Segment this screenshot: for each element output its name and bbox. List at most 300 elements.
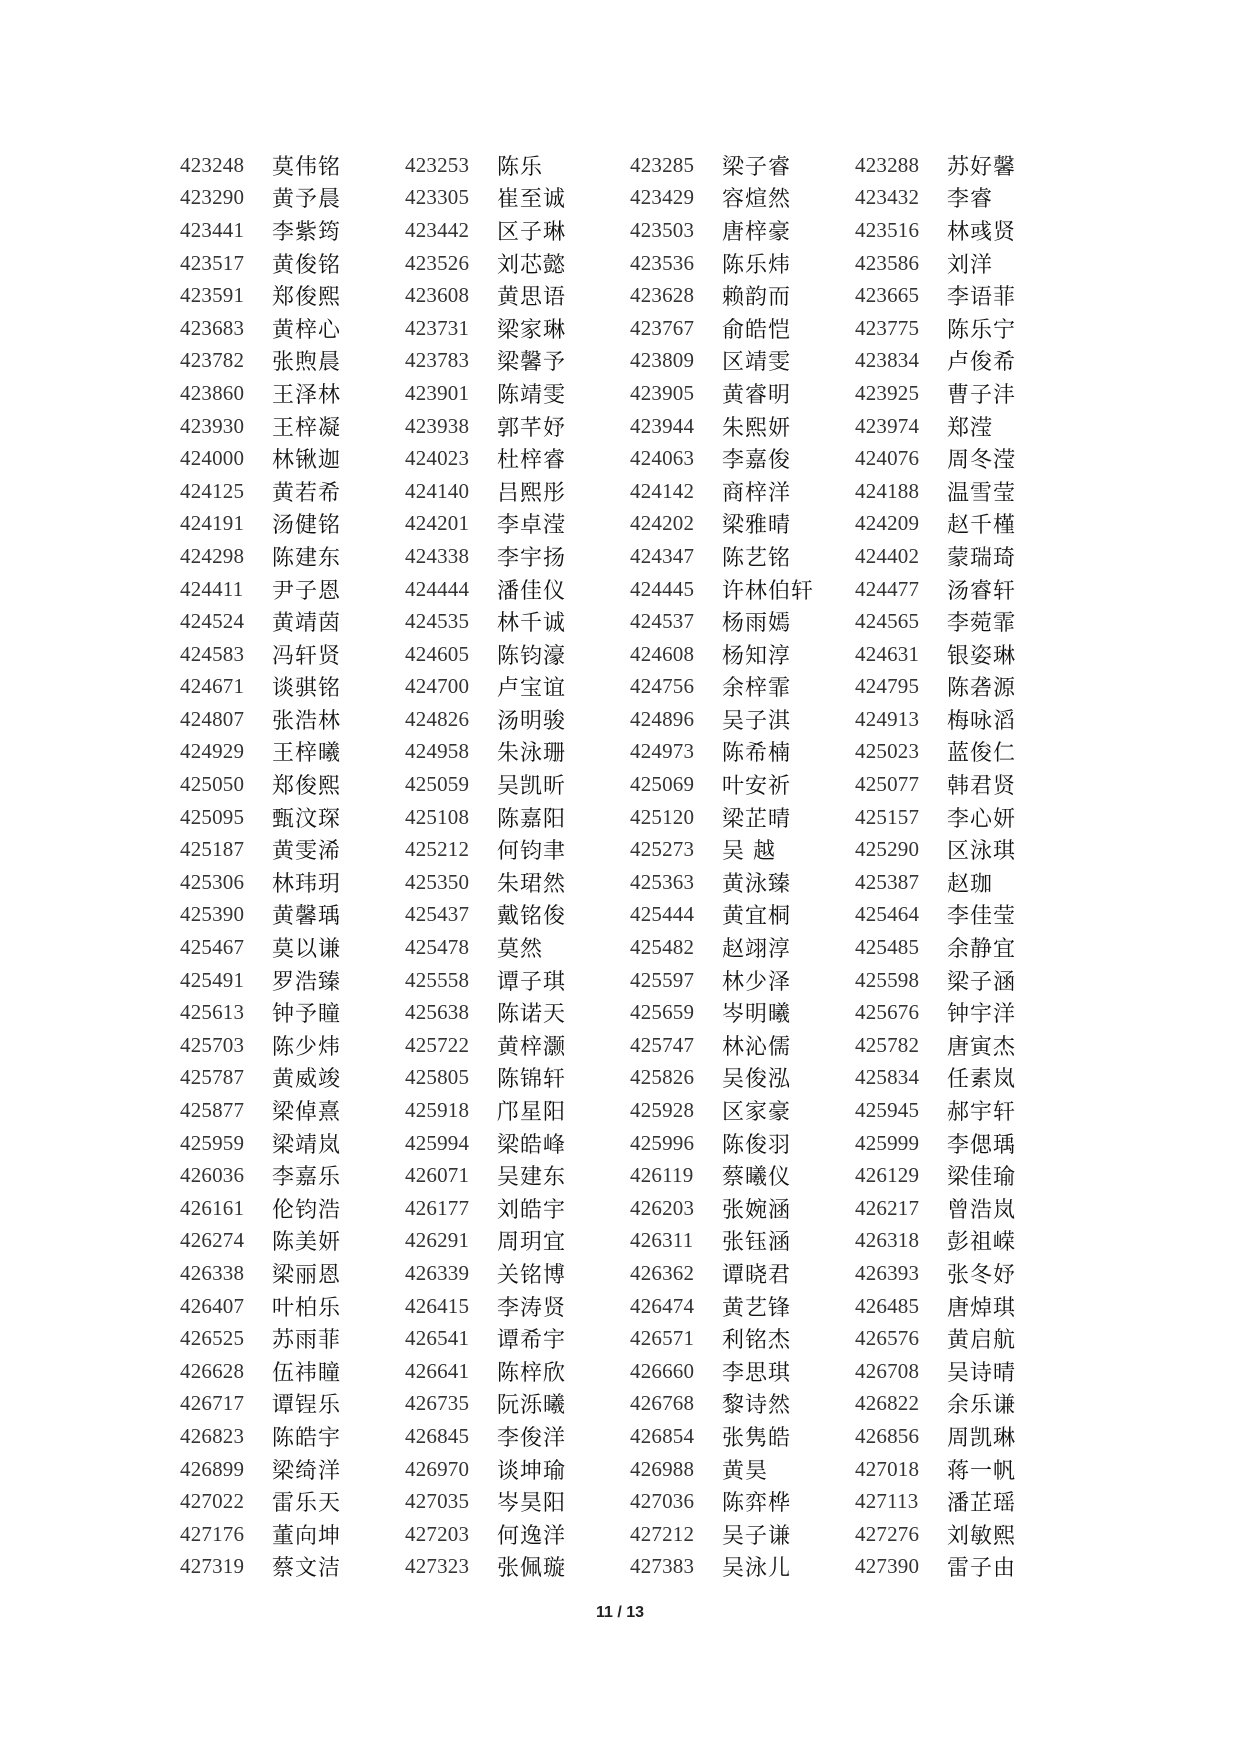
student-id: 425877 <box>180 1098 245 1123</box>
student-id: 424756 <box>630 674 695 699</box>
student-id: 424191 <box>180 511 245 536</box>
student-id: 427390 <box>855 1554 920 1579</box>
list-item <box>855 1159 1080 1192</box>
student-name: 伍祎瞳 <box>272 1360 342 1386</box>
student-name: 李睿 <box>947 187 994 213</box>
page-number: 11 / 13 <box>595 1604 645 1621</box>
list-item <box>405 1094 630 1127</box>
student-name: 谭晓君 <box>722 1262 792 1288</box>
student-name: 梁绮洋 <box>272 1458 342 1484</box>
list-item <box>855 312 1080 345</box>
list-item <box>855 540 1080 573</box>
student-id: 427113 <box>855 1489 919 1514</box>
student-name: 刘敏熙 <box>947 1523 1017 1549</box>
student-name: 李卓滢 <box>497 513 567 539</box>
student-id: 423288 <box>855 152 920 177</box>
student-id: 425996 <box>630 1130 695 1155</box>
student-id: 426129 <box>855 1163 920 1188</box>
list-item <box>180 377 405 410</box>
list-item <box>405 1388 630 1421</box>
student-id: 425363 <box>630 869 695 894</box>
list-item <box>405 1322 630 1355</box>
student-name: 唐梓豪 <box>722 219 792 245</box>
student-id: 425558 <box>405 967 470 992</box>
list-item <box>405 377 630 410</box>
list-item <box>630 573 855 606</box>
student-name: 莫然 <box>497 937 544 963</box>
student-name: 黄予晨 <box>272 187 342 213</box>
student-name: 黄馨瑀 <box>272 904 342 930</box>
student-name: 彭祖嵘 <box>947 1230 1017 1256</box>
student-id: 423944 <box>630 413 695 438</box>
list-item <box>180 1388 405 1421</box>
list-item <box>630 1225 855 1258</box>
student-id: 424140 <box>405 478 470 503</box>
student-id: 425747 <box>630 1032 695 1057</box>
student-id: 426735 <box>405 1391 470 1416</box>
student-name: 梁家琳 <box>497 317 567 343</box>
student-id: 424142 <box>630 478 695 503</box>
student-name: 区子琳 <box>497 219 567 245</box>
student-id: 423901 <box>405 380 470 405</box>
list-item <box>405 1290 630 1323</box>
list-item <box>405 833 630 866</box>
list-item <box>630 964 855 997</box>
student-id: 425290 <box>855 837 920 862</box>
list-item <box>180 1420 405 1453</box>
list-item <box>180 1159 405 1192</box>
list-item <box>405 475 630 508</box>
student-id: 425485 <box>855 935 920 960</box>
list-item <box>405 899 630 932</box>
student-name: 刘皓宇 <box>497 1197 567 1223</box>
student-id: 425464 <box>855 902 920 927</box>
student-name: 李嘉乐 <box>272 1165 342 1191</box>
student-id: 426988 <box>630 1456 695 1481</box>
student-name: 崔至诚 <box>497 187 567 213</box>
student-id: 423930 <box>180 413 245 438</box>
student-id: 425387 <box>855 869 920 894</box>
list-item <box>855 182 1080 215</box>
list-item <box>630 1518 855 1551</box>
list-item <box>855 345 1080 378</box>
student-id: 426822 <box>855 1391 920 1416</box>
list-item <box>180 1485 405 1518</box>
student-id: 426845 <box>405 1423 470 1448</box>
student-name: 杜梓睿 <box>497 448 567 474</box>
list-item <box>405 1127 630 1160</box>
student-name: 吴 越 <box>722 839 776 865</box>
student-id: 423305 <box>405 185 470 210</box>
student-id: 426628 <box>180 1358 245 1383</box>
list-item <box>405 1029 630 1062</box>
student-name: 梁丽恩 <box>272 1262 342 1288</box>
student-id: 425023 <box>855 739 920 764</box>
student-name: 潘芷瑶 <box>947 1491 1017 1517</box>
list-item <box>405 1192 630 1225</box>
list-item <box>405 149 630 182</box>
student-name: 黄俊铭 <box>272 252 342 278</box>
list-item <box>180 671 405 704</box>
student-id: 425491 <box>180 967 245 992</box>
list-item <box>405 1062 630 1095</box>
student-name: 赖韵而 <box>722 285 792 311</box>
student-id: 426311 <box>630 1228 694 1253</box>
student-id: 425613 <box>180 1000 245 1025</box>
list-item <box>855 1094 1080 1127</box>
list-item <box>180 1094 405 1127</box>
list-item <box>855 1551 1080 1584</box>
student-id: 423938 <box>405 413 470 438</box>
student-id: 425782 <box>855 1032 920 1057</box>
list-item <box>405 1355 630 1388</box>
student-id: 425787 <box>180 1065 245 1090</box>
student-id: 423290 <box>180 185 245 210</box>
student-name: 唐寅杰 <box>947 1034 1017 1060</box>
list-item <box>630 671 855 704</box>
student-id: 425390 <box>180 902 245 927</box>
student-name: 张婉涵 <box>722 1197 792 1223</box>
student-id: 424202 <box>630 511 695 536</box>
student-id: 426899 <box>180 1456 245 1481</box>
student-name: 梁倬熹 <box>272 1100 342 1126</box>
student-id: 423248 <box>180 152 245 177</box>
student-name: 梁雅晴 <box>722 513 792 539</box>
student-id: 425437 <box>405 902 470 927</box>
list-item <box>180 833 405 866</box>
list-item <box>180 1453 405 1486</box>
list-item <box>855 931 1080 964</box>
student-id: 425805 <box>405 1065 470 1090</box>
student-id: 427319 <box>180 1554 245 1579</box>
list-item <box>405 312 630 345</box>
list-item <box>405 1420 630 1453</box>
student-id: 424000 <box>180 446 245 471</box>
student-name: 陈建东 <box>272 545 342 571</box>
student-name: 梁芷晴 <box>722 806 792 832</box>
student-name: 唐焯琪 <box>947 1295 1017 1321</box>
list-item <box>630 1290 855 1323</box>
student-id: 425077 <box>855 772 920 797</box>
student-name: 梁子睿 <box>722 154 792 180</box>
list-item <box>180 899 405 932</box>
student-id: 424063 <box>630 446 695 471</box>
student-name: 邝星阳 <box>497 1100 567 1126</box>
list-item <box>405 1551 630 1584</box>
student-name: 潘佳仪 <box>497 578 567 604</box>
list-item <box>630 377 855 410</box>
student-name: 黄雯浠 <box>272 839 342 865</box>
list-item <box>630 508 855 541</box>
list-item <box>630 1257 855 1290</box>
student-id: 424347 <box>630 543 695 568</box>
student-name: 卢宝谊 <box>497 676 567 702</box>
student-name: 陈俊羽 <box>722 1132 792 1158</box>
student-id: 424700 <box>405 674 470 699</box>
student-id: 425187 <box>180 837 245 862</box>
student-name: 黄靖茵 <box>272 611 342 637</box>
list-item <box>855 573 1080 606</box>
list-item <box>630 833 855 866</box>
student-id: 425834 <box>855 1065 920 1090</box>
list-item <box>630 1420 855 1453</box>
list-item <box>855 638 1080 671</box>
list-item <box>630 1355 855 1388</box>
student-name: 林彧贤 <box>947 219 1017 245</box>
student-name: 王梓曦 <box>272 741 342 767</box>
student-id: 423503 <box>630 217 695 242</box>
student-id: 426768 <box>630 1391 695 1416</box>
student-name: 吴俊泓 <box>722 1067 792 1093</box>
student-name: 陈希楠 <box>722 741 792 767</box>
list-item <box>180 1192 405 1225</box>
student-name: 吴子淇 <box>722 708 792 734</box>
student-name: 汤健铭 <box>272 513 342 539</box>
student-id: 426393 <box>855 1260 920 1285</box>
student-id: 425597 <box>630 967 695 992</box>
student-id: 424188 <box>855 478 920 503</box>
student-id: 427022 <box>180 1489 245 1514</box>
student-name: 吕熙彤 <box>497 480 567 506</box>
student-name: 梁靖岚 <box>272 1132 342 1158</box>
student-name: 陈锦轩 <box>497 1067 567 1093</box>
student-name: 郑俊熙 <box>272 285 342 311</box>
student-name: 李俊洋 <box>497 1425 567 1451</box>
student-name: 容煊然 <box>722 187 792 213</box>
list-item <box>630 768 855 801</box>
list-item <box>180 508 405 541</box>
student-name: 黄泳臻 <box>722 871 792 897</box>
student-name: 董向坤 <box>272 1523 342 1549</box>
list-item <box>180 247 405 280</box>
student-name: 黄艺锋 <box>722 1295 792 1321</box>
student-id: 424535 <box>405 609 470 634</box>
student-name: 陈诺天 <box>497 1002 567 1028</box>
student-id: 424929 <box>180 739 245 764</box>
list-item <box>180 312 405 345</box>
list-item <box>180 605 405 638</box>
list-item <box>180 149 405 182</box>
list-item <box>180 1551 405 1584</box>
list-item <box>180 638 405 671</box>
list-item <box>405 345 630 378</box>
student-name: 赵千槿 <box>947 513 1017 539</box>
student-name: 赵翊淳 <box>722 937 792 963</box>
list-item <box>180 410 405 443</box>
student-name: 张浩林 <box>272 708 342 734</box>
list-item <box>180 279 405 312</box>
student-name: 李菀霏 <box>947 611 1017 637</box>
list-item <box>630 899 855 932</box>
student-name: 李偲瑀 <box>947 1132 1017 1158</box>
student-name: 梁子涵 <box>947 969 1017 995</box>
student-name: 莫以谦 <box>272 937 342 963</box>
student-id: 426362 <box>630 1260 695 1285</box>
student-id: 426274 <box>180 1228 245 1253</box>
student-name: 郑俊熙 <box>272 774 342 800</box>
list-item <box>405 605 630 638</box>
list-item <box>855 736 1080 769</box>
student-id: 423517 <box>180 250 245 275</box>
list-item <box>855 1322 1080 1355</box>
student-name: 陈少炜 <box>272 1034 342 1060</box>
list-item <box>855 703 1080 736</box>
student-id: 427323 <box>405 1554 470 1579</box>
list-item <box>855 1388 1080 1421</box>
student-name: 银姿琳 <box>947 643 1017 669</box>
list-item <box>855 1062 1080 1095</box>
list-item <box>630 1453 855 1486</box>
list-item <box>180 214 405 247</box>
student-id: 426318 <box>855 1228 920 1253</box>
student-id: 423429 <box>630 185 695 210</box>
student-name: 黄威竣 <box>272 1067 342 1093</box>
list-item <box>180 703 405 736</box>
list-item <box>405 931 630 964</box>
student-id: 425918 <box>405 1098 470 1123</box>
student-name: 吴建东 <box>497 1165 567 1191</box>
student-name: 黄昊 <box>722 1458 769 1484</box>
list-item <box>405 214 630 247</box>
list-item <box>405 508 630 541</box>
student-name: 蔡曦仪 <box>722 1165 792 1191</box>
student-name: 何逸洋 <box>497 1523 567 1549</box>
student-id: 425598 <box>855 967 920 992</box>
student-name: 张佩璇 <box>497 1556 567 1582</box>
student-name: 黄若希 <box>272 480 342 506</box>
student-id: 426660 <box>630 1358 695 1383</box>
list-item <box>630 605 855 638</box>
student-name: 陈乐 <box>497 154 544 180</box>
student-name: 谈坤瑜 <box>497 1458 567 1484</box>
student-name: 利铭杰 <box>722 1328 792 1354</box>
student-name: 梁皓峰 <box>497 1132 567 1158</box>
student-name: 商梓洋 <box>722 480 792 506</box>
student-name: 李心妍 <box>947 806 1017 832</box>
list-item <box>405 703 630 736</box>
student-id: 425444 <box>630 902 695 927</box>
student-name: 伦钧浩 <box>272 1197 342 1223</box>
list-item <box>180 768 405 801</box>
list-item <box>630 1062 855 1095</box>
student-name: 陈嘉阳 <box>497 806 567 832</box>
student-name: 卢俊希 <box>947 350 1017 376</box>
student-name: 黎诗然 <box>722 1393 792 1419</box>
student-name: 黄宜桐 <box>722 904 792 930</box>
student-id: 424537 <box>630 609 695 634</box>
list-item <box>630 1485 855 1518</box>
list-item <box>630 279 855 312</box>
student-id: 425350 <box>405 869 470 894</box>
student-name: 汤睿轩 <box>947 578 1017 604</box>
student-name: 林玮玥 <box>272 871 342 897</box>
student-id: 425959 <box>180 1130 245 1155</box>
list-item <box>405 866 630 899</box>
student-name: 陈弈桦 <box>722 1491 792 1517</box>
student-id: 426177 <box>405 1195 470 1220</box>
student-id: 426339 <box>405 1260 470 1285</box>
student-id: 425826 <box>630 1065 695 1090</box>
student-id: 426708 <box>855 1358 920 1383</box>
student-id: 426415 <box>405 1293 470 1318</box>
student-name: 黄梓灏 <box>497 1034 567 1060</box>
student-name: 阮泺曦 <box>497 1393 567 1419</box>
student-id: 424477 <box>855 576 920 601</box>
list-item <box>405 279 630 312</box>
student-name: 杨雨嫣 <box>722 611 792 637</box>
student-id: 425467 <box>180 935 245 960</box>
student-name: 钟宇洋 <box>947 1002 1017 1028</box>
student-name: 区靖雯 <box>722 350 792 376</box>
list-item <box>855 1355 1080 1388</box>
student-name: 苏雨菲 <box>272 1328 342 1354</box>
student-id: 423441 <box>180 217 245 242</box>
list-item <box>630 410 855 443</box>
list-item <box>180 475 405 508</box>
student-id: 424913 <box>855 706 920 731</box>
student-name: 朱泳珊 <box>497 741 567 767</box>
list-item <box>180 1225 405 1258</box>
list-item <box>180 1322 405 1355</box>
list-item <box>630 1159 855 1192</box>
student-name: 黄睿明 <box>722 382 792 408</box>
list-item <box>855 833 1080 866</box>
list-item <box>405 442 630 475</box>
student-name: 梁佳瑜 <box>947 1165 1017 1191</box>
student-name: 李宇扬 <box>497 545 567 571</box>
student-id: 427176 <box>180 1521 245 1546</box>
list-item <box>405 638 630 671</box>
student-id: 426407 <box>180 1293 245 1318</box>
list-item <box>405 1225 630 1258</box>
list-item <box>630 475 855 508</box>
student-name: 蒙瑞琦 <box>947 545 1017 571</box>
list-item <box>855 801 1080 834</box>
list-item <box>855 508 1080 541</box>
student-name: 余梓霏 <box>722 676 792 702</box>
student-id: 423731 <box>405 315 470 340</box>
student-name: 岑明曦 <box>722 1002 792 1028</box>
student-id: 423591 <box>180 283 245 308</box>
student-id: 425994 <box>405 1130 470 1155</box>
list-item <box>405 768 630 801</box>
student-id: 424973 <box>630 739 695 764</box>
student-id: 423775 <box>855 315 920 340</box>
list-item <box>630 182 855 215</box>
list-item <box>630 931 855 964</box>
student-id: 423767 <box>630 315 695 340</box>
list-item <box>855 866 1080 899</box>
list-item <box>180 996 405 1029</box>
student-name: 赵珈 <box>947 871 994 897</box>
list-item <box>405 540 630 573</box>
student-id: 426571 <box>630 1326 695 1351</box>
student-id: 425478 <box>405 935 470 960</box>
student-name: 林沁儒 <box>722 1034 792 1060</box>
list-item <box>855 768 1080 801</box>
list-item <box>855 605 1080 638</box>
student-name: 周玥宜 <box>497 1230 567 1256</box>
student-name: 刘芯懿 <box>497 252 567 278</box>
student-name: 雷子由 <box>947 1556 1017 1582</box>
list-item <box>405 996 630 1029</box>
student-name: 李语菲 <box>947 285 1017 311</box>
student-id: 423516 <box>855 217 920 242</box>
list-item <box>180 1518 405 1551</box>
student-id: 426541 <box>405 1326 470 1351</box>
list-item <box>855 671 1080 704</box>
student-name: 吴泳儿 <box>722 1556 792 1582</box>
